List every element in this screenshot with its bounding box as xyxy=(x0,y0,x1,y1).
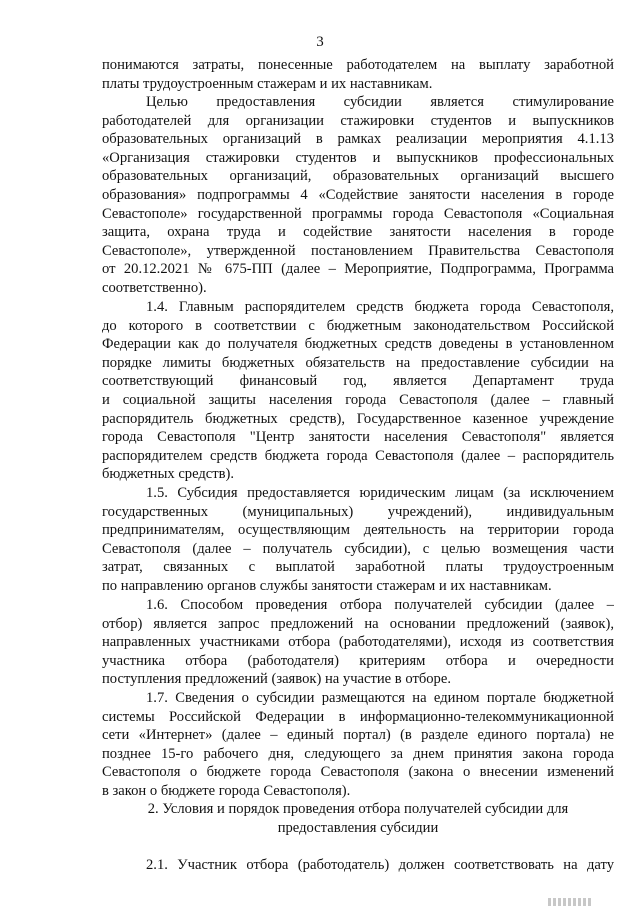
text-line: «Организация стажировки студентов и выпускников профессиональных xyxy=(102,149,614,166)
text-line: от 20.12.2021 № 675-ПП (далее – Мероприятие, Подпрограмма, Программа xyxy=(102,261,614,278)
text-line: бюджетных средств). xyxy=(102,466,235,483)
text-line: до которого в соответствии с бюджетным законодательством Российской xyxy=(102,317,614,334)
text-line: по направлению органов службы занятости стажерам и их наставникам. xyxy=(102,577,552,594)
text-line: 1.5. Субсидия предоставляется юридическим лицам (за исключением xyxy=(146,485,614,501)
heading-line: предоставления субсидии xyxy=(277,819,439,836)
page-number: 3 xyxy=(316,34,324,50)
paragraph-1-5 xyxy=(102,484,614,596)
text-line: позднее 15-го рабочего дня, следующего за днем принятия закона города xyxy=(102,745,614,762)
text-line: Целью предоставления субсидии является стимулирование xyxy=(146,94,614,110)
text-line: 1.4. Главным распорядителем средств бюджета города Севастополя, xyxy=(146,299,614,315)
text-line: государственных (муниципальных) учреждений), индивидуальным xyxy=(102,503,614,520)
text-line: затрат, связанных с выплатой заработной платы трудоустроенным xyxy=(102,559,614,576)
text-line: распорядителем средств бюджета города Севастополя (далее – распорядитель xyxy=(102,447,614,464)
text-line: в закон о бюджете города Севастополя). xyxy=(102,782,351,799)
text-line: Севастополе» государственной программы города Севастополя «Социальная xyxy=(102,205,614,222)
text-line: предпринимателям, осуществляющим деятельность на территории города xyxy=(102,522,614,539)
heading-line: 2. Условия и порядок проведения отбора получателей субсидии для xyxy=(147,801,569,817)
text-line: Севастополе», утвержденной постановлением Правительства Севастополя xyxy=(102,242,614,259)
text-line: Севастополя о бюджете города Севастополя (закона о внесении изменений xyxy=(102,764,614,781)
text-line: и социальной защиты населения города Севастополя (далее – главный xyxy=(102,391,614,408)
paragraph-1-4 xyxy=(102,298,614,484)
section-heading xyxy=(102,800,614,837)
text-line: участника отбора (работодателя) критериям отбора и очередности xyxy=(102,652,614,669)
paragraph-2-1 xyxy=(102,856,614,875)
text-line: города Севастополя "Центр занятости населения Севастополя" является xyxy=(102,429,614,446)
text-line: образования» подпрограммы 4 «Содействие занятости населения в городе xyxy=(102,186,614,203)
text-line: поступления предложений (заявок) на участие в отборе. xyxy=(102,671,451,688)
text-line: Федерации как до получателя бюджетных средств доведены в установленном xyxy=(102,336,614,353)
text-line: соответствующий финансовый год, является Департамент труда xyxy=(102,373,614,390)
text-line: 2.1. Участник отбора (работодатель) должен соответствовать на дату xyxy=(146,857,614,873)
text-line: отбор) является запрос предложений на основании предложений (заявок), xyxy=(102,615,614,632)
text-line: образовательных организаций, образовательных организаций высшего xyxy=(102,168,614,185)
text-line: системы Российской Федерации в информационно-телекоммуникационной xyxy=(102,708,614,725)
text-line: распорядитель бюджетных средств), Государственное казенное учреждение xyxy=(102,410,614,427)
text-line: порядке лимиты бюджетных обязательств на предоставление субсидии на xyxy=(102,354,614,371)
text-line: работодателей для организации стажировки студентов и выпускников xyxy=(102,112,614,129)
paragraph-continuation xyxy=(102,56,614,93)
text-line: защита, охрана труда и содействие занятости населения в городе xyxy=(102,224,614,241)
paragraph-purpose xyxy=(102,93,614,298)
text-line: направленных участниками отбора (работодателями), исходя из соответствия xyxy=(102,634,614,651)
paragraph-1-6 xyxy=(102,596,614,689)
text-line: 1.7. Сведения о субсидии размещаются на едином портале бюджетной xyxy=(146,690,614,706)
text-line: понимаются затраты, понесенные работодателем на выплату заработной xyxy=(102,57,614,73)
text-line: платы трудоустроенным стажерам и их наставникам. xyxy=(102,75,433,92)
text-line: Севастополя (далее – получатель субсидии), с целью возмещения части xyxy=(102,540,614,557)
text-line: образовательных организаций в рамках реализации мероприятия 4.1.13 xyxy=(102,131,614,148)
scan-artifact-mark xyxy=(548,898,592,906)
text-line: сети «Интернет» (далее – единый портал) (в разделе единого портала) не xyxy=(102,727,614,744)
paragraph-1-7 xyxy=(102,689,614,801)
text-line: 1.6. Способом проведения отбора получателей субсидии (далее – xyxy=(146,597,614,613)
text-line: соответственно). xyxy=(102,279,207,296)
